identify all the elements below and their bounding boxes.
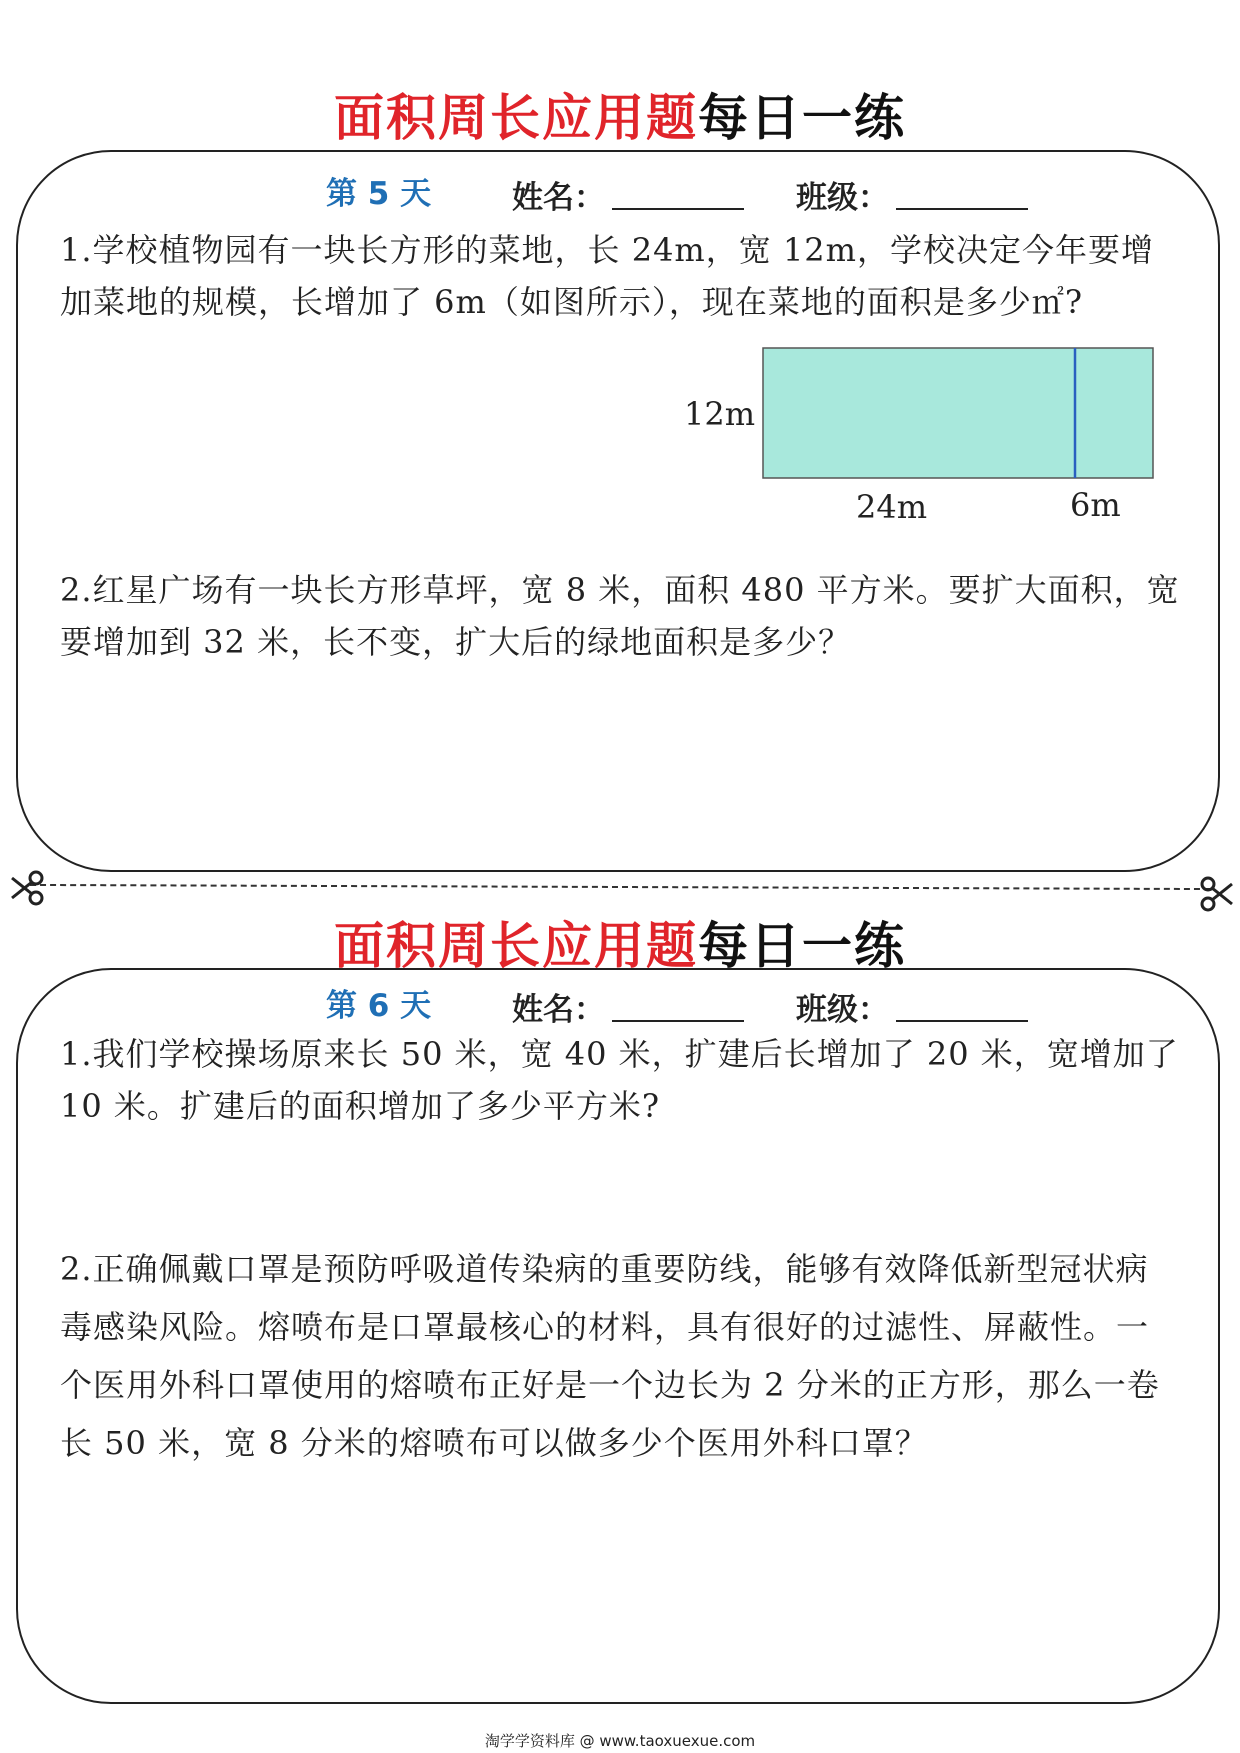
- footer-watermark: 淘学学资料库 @ www.taoxuexue.com: [484, 1732, 756, 1750]
- sheet2-question-1: 1.我们学校操场原来长 50 米，宽 40 米，扩建后长增加了 20 米，宽增加了 10 米。扩建后的面积增加了多少平方米?: [60, 1035, 1179, 1125]
- figure-extra-label: 6m: [1070, 486, 1121, 524]
- scissors-icon: [8, 868, 54, 908]
- sheet2-day: 第 6 天: [326, 988, 432, 1024]
- sheet1-question-1: 1.学校植物园有一块长方形的菜地，长 24m，宽 12m，学校决定今年要增加菜地的规模，长增加了 6m（如图所示），现在菜地的面积是多少㎡?: [60, 231, 1155, 321]
- field-diagram: [760, 345, 1158, 481]
- sheet2-name-blank[interactable]: [612, 1020, 744, 1022]
- sheet2-class-blank[interactable]: [896, 1020, 1028, 1022]
- sheet1-name-label: 姓名：: [512, 180, 605, 216]
- figure-height-label: 12m: [684, 395, 756, 433]
- sheet1-class-blank[interactable]: [896, 208, 1028, 210]
- sheet1-name-blank[interactable]: [612, 208, 744, 210]
- sheet1-title: [0, 78, 1240, 150]
- sheet1-question-2: 2.红星广场有一块长方形草坪，宽 8 米，面积 480 平方米。要扩大面积，宽要增加到 32 米，长不变，扩大后的绿地面积是多少？: [60, 571, 1180, 661]
- sheet1-class-label: 班级：: [796, 180, 889, 216]
- sheet2-name-label: 姓名：: [512, 992, 605, 1028]
- sheet1-title-black: 每日一练: [698, 89, 906, 147]
- sheet2-title-red: 面积周长应用题: [334, 917, 698, 975]
- sheet1-day: 第 5 天: [326, 176, 432, 212]
- cut-line: [30, 884, 1210, 890]
- field-rectangle: [763, 348, 1153, 478]
- sheet2-title-black: 每日一练: [698, 917, 906, 975]
- figure-length-label: 24m: [856, 488, 928, 526]
- sheet1-title-red: 面积周长应用题: [334, 89, 698, 147]
- sheet2-question-2: 2.正确佩戴口罩是预防呼吸道传染病的重要防线，能够有效降低新型冠状病毒感染风险。熔喷布是口罩最核心的材料，具有很好的过滤性、屏蔽性。一个医用外科口罩使用的熔喷布正好是一个边长为 2 分米的正方形，那么一卷长 50 米，宽 8 分米的熔喷布可以做多少个医用外科口罩？: [60, 1250, 1160, 1462]
- sheet2-class-label: 班级：: [796, 992, 889, 1028]
